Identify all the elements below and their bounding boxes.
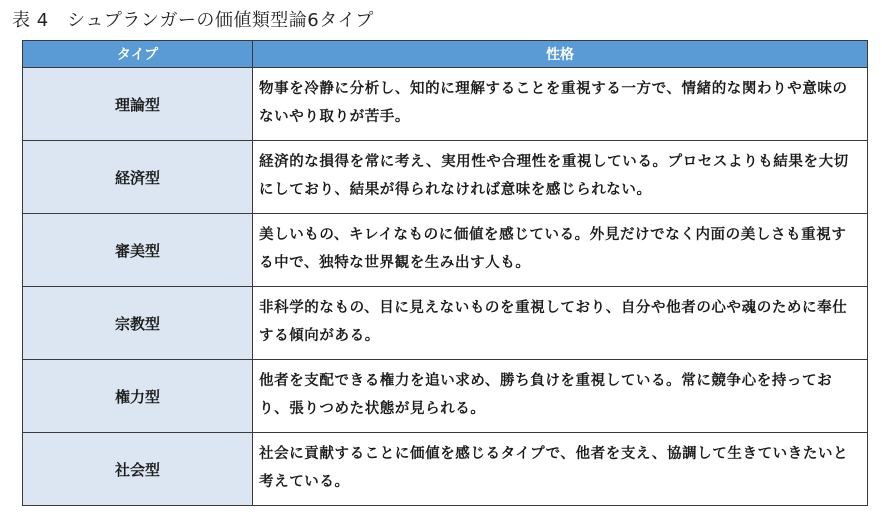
header-trait: 性格 (253, 41, 868, 68)
row-trait-text: 社会に貢献することに価値を感じるタイプで、他者を支え、協調して生きていきたいと考えている。 (253, 433, 868, 506)
row-type-label: 経済型 (23, 141, 253, 214)
row-trait-text: 非科学的なもの、目に見えないものを重視しており、自分や他者の心や魂のために奉仕する傾向がある。 (253, 287, 868, 360)
table-row (23, 141, 868, 214)
row-type-label: 宗教型 (23, 287, 253, 360)
row-trait-text: 経済的な損得を常に考え、実用性や合理性を重視している。プロセスよりも結果を大切にしており、結果が得られなければ意味を感じられない。 (253, 141, 868, 214)
row-type-label: 社会型 (23, 433, 253, 506)
row-trait-text: 物事を冷静に分析し、知的に理解することを重視する一方で、情緒的な関わりや意味のないやり取りが苦手。 (253, 68, 868, 141)
row-type-label: 審美型 (23, 214, 253, 287)
row-trait-text: 他者を支配できる権力を追い求め、勝ち負けを重視している。常に競争心を持っており、張りつめた状態が見られる。 (253, 360, 868, 433)
table-row (23, 360, 868, 433)
table-caption: 表 4 シュプランガーの価値類型論6タイプ (12, 10, 374, 31)
header-type: タイプ (23, 41, 253, 68)
table-row (23, 214, 868, 287)
row-type-label: 理論型 (23, 68, 253, 141)
table-row (23, 68, 868, 141)
table-header-row (23, 41, 868, 68)
row-trait-text: 美しいもの、キレイなものに価値を感じている。外見だけでなく内面の美しさも重視する中で、独特な世界観を生み出す人も。 (253, 214, 868, 287)
table-row (23, 433, 868, 506)
value-types-table (22, 40, 868, 506)
row-type-label: 権力型 (23, 360, 253, 433)
table-row (23, 287, 868, 360)
